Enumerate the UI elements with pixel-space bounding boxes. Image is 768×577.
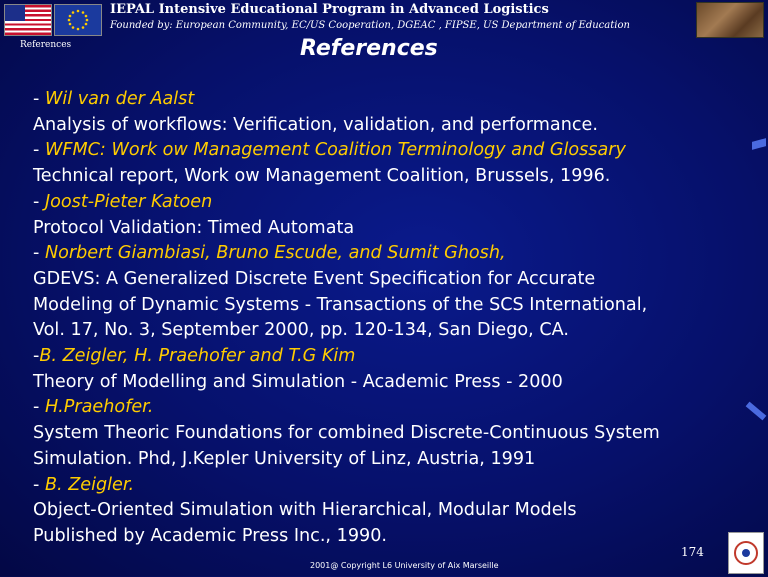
section-tag: References [20, 40, 72, 50]
reference-detail: Protocol Validation: Timed Automata [33, 217, 355, 238]
reference-detail: Analysis of workflows: Verification, validation, and performance. [33, 114, 598, 135]
university-logo-icon [728, 532, 764, 574]
header-subtitle: Founded by: European Community, EC/US Cooperation, DGEAC , FIPSE, US Department of Education [110, 20, 630, 31]
reference-detail: Published by Academic Press Inc., 1990. [33, 525, 387, 546]
reference-bullet: - [33, 191, 45, 212]
reference-author-name: Norbert Giambiasi, Bruno Escude, and Sumit Ghosh, [44, 243, 506, 264]
reference-author [33, 138, 758, 164]
reference-author [33, 87, 758, 113]
reference-author-name: Joost-Pieter Katoen [44, 191, 213, 212]
reference-detail: Modeling of Dynamic Systems - Transactions of the SCS International, [33, 294, 648, 315]
us-flag-icon [4, 4, 52, 36]
reference-author [33, 395, 758, 421]
reference-author-name: Wil van der Aalst [44, 89, 195, 109]
reference-detail: Theory of Modelling and Simulation - Academic Press - 2000 [33, 371, 563, 392]
reference-author [33, 190, 758, 216]
eu-flag-icon [54, 4, 102, 36]
reference-bullet: - [33, 243, 45, 264]
reference-author [33, 344, 758, 370]
reference-bullet: - [33, 140, 45, 161]
header-title: IEPAL Intensive Educational Program in Advanced Logistics [110, 2, 549, 17]
header-photo [696, 2, 764, 38]
reference-author [33, 241, 758, 267]
reference-detail: Technical report, Work ow Management Coalition, Brussels, 1996. [33, 166, 611, 187]
reference-author-name: H.Praehofer. [44, 397, 154, 418]
reference-author-name: B. Zeigler. [44, 474, 135, 495]
copyright-text: 2001@ Copyright L6 University of Aix Marseille [310, 561, 499, 570]
reference-bullet: - [33, 474, 45, 495]
reference-detail: Vol. 17, No. 3, September 2000, pp. 120-134, San Diego, CA. [33, 320, 569, 341]
reference-author [33, 473, 758, 499]
reference-detail: Simulation. Phd, J.Kepler University of Linz, Austria, 1991 [33, 448, 536, 469]
reference-detail: System Theoric Foundations for combined Discrete-Continuous System [33, 423, 660, 444]
reference-list [33, 87, 758, 550]
reference-bullet: - [33, 397, 45, 418]
reference-bullet: - [33, 346, 40, 367]
reference-author-name: WFMC: Work ow Management Coalition Terminology and Glossary [44, 140, 626, 161]
reference-bullet: - [33, 89, 45, 109]
page-title: References [300, 36, 438, 61]
reference-detail: GDEVS: A Generalized Discrete Event Specification for Accurate [33, 268, 596, 289]
page-number: 174 [681, 545, 704, 559]
reference-detail: Object-Oriented Simulation with Hierarchical, Modular Models [33, 500, 577, 521]
reference-author-name: B. Zeigler, H. Praehofer and T.G Kim [39, 346, 356, 367]
